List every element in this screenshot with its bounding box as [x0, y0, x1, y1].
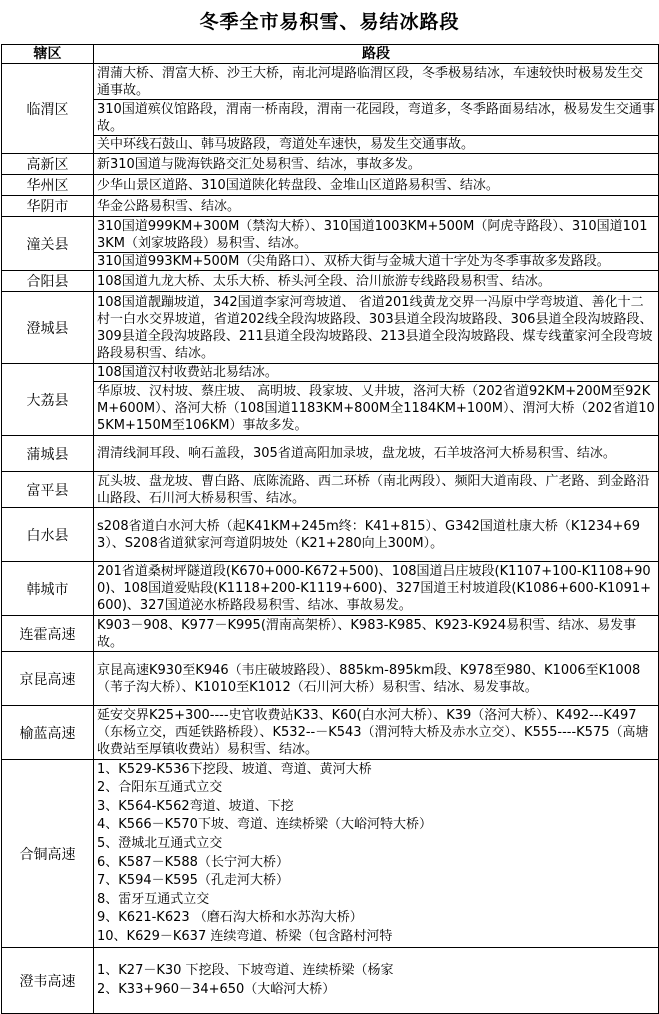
table-row — [2, 64, 659, 100]
district-cell: 华阴市 — [2, 196, 94, 217]
table-row — [2, 271, 659, 292]
table-header-row — [2, 45, 659, 64]
header-district: 辖区 — [2, 45, 94, 64]
road-cell: 渭清线洞耳段、响石盖段，305省道高阳加录坡，盘龙坡，石羊坡洛河大桥易积雪、结冰。 — [94, 436, 659, 472]
district-cell: 合铜高速 — [2, 760, 94, 948]
district-cell: 白水县 — [2, 508, 94, 562]
district-cell: 临渭区 — [2, 64, 94, 154]
table-row — [2, 196, 659, 217]
road-cell: K903－908、K977－K995(渭南高架桥）、K983-K985、K923-K924易积雪、结冰、易发事故。 — [94, 616, 659, 652]
road-cell: 310国道993KM+500M（尖角路口）、双桥大街与金城大道十字处为冬季事故多发路段。 — [94, 253, 659, 271]
table-row — [2, 100, 659, 136]
road-cell: 华原坡、汉村坡、蔡庄坡、 高明坡、段家坡、乂井坡，洛河大桥（202省道92KM+200M至92KM+600M）、洛河大桥（108国道1183KM+800M全1184KM+100M）、渭河大桥（202省道105KM+150M至106KM）事故多发。 — [94, 382, 659, 436]
road-cell: 新310国道与陇海铁路交汇处易积雪、结冰，事故多发。 — [94, 154, 659, 175]
road-cell: 少华山景区道路、310国道陕化转盘段、金堆山区道路易积雪、结冰。 — [94, 175, 659, 196]
district-cell: 华州区 — [2, 175, 94, 196]
table-row — [2, 382, 659, 436]
district-cell: 潼关县 — [2, 217, 94, 271]
district-cell: 韩城市 — [2, 562, 94, 616]
table-row — [2, 948, 659, 1014]
road-cell: 108国道汉村收费站北易结冰。 — [94, 364, 659, 382]
road-cell: 201省道桑树坪隧道段(K670+000-K672+500)、108国道吕庄坡段(K1107+100-K1108+900)、108国道爱贴段(K1118+200-K1119+600)、327国道王村坡道段(K1086+600-K1091+600)、327国道泌水桥路段易积雪、结冰、事故易发。 — [94, 562, 659, 616]
district-cell: 京昆高速 — [2, 652, 94, 706]
table-row — [2, 472, 659, 508]
table-row — [2, 217, 659, 253]
table-row — [2, 652, 659, 706]
district-cell: 富平县 — [2, 472, 94, 508]
header-road: 路段 — [94, 45, 659, 64]
road-cell: 1、K27－K30 下挖段、下坡弯道、连续桥梁（杨家 2、K33+960－34+650（大峪河大桥） — [94, 948, 659, 1014]
table-row — [2, 436, 659, 472]
district-cell: 合阳县 — [2, 271, 94, 292]
district-cell: 榆蓝高速 — [2, 706, 94, 760]
table-row — [2, 364, 659, 382]
table-row — [2, 175, 659, 196]
road-cell: 310国道999KM+300M（禁沟大桥）、310国道1003KM+500M（阿虎寺路段）、310国道1013KM（刘家坡路段）易积雪、结冰。 — [94, 217, 659, 253]
road-cell: 延安交界K25+300----史官收费站K33、K60(白水河大桥）、K39（洛河大桥）、K492---K497（东杨立交，西延铁路桥段）、K532--－K543（渭河特大桥及赤水立交）、K555----K575（高塘收费站至厚镇收费站）易积雪、结冰。 — [94, 706, 659, 760]
road-cell: 京昆高速K930至K946（韦庄破坡路段）、885km-895km段、K978至980、K1006至K1008（苇子沟大桥）、K1010至K1012（石川河大桥）易积雪、结冰、易发事故。 — [94, 652, 659, 706]
district-cell: 高新区 — [2, 154, 94, 175]
district-cell: 大荔县 — [2, 364, 94, 436]
table-row — [2, 508, 659, 562]
road-cell: 108国道九龙大桥、太乐大桥、桥头河全段、洽川旅游专线路段易积雪、结冰。 — [94, 271, 659, 292]
road-cell: s208省道白水河大桥（起K41KM+245m终：K41+815）、G342国道杜康大桥（K1234+693）、S208省道狱家河弯道阴坡处（K21+280向上300M）。 — [94, 508, 659, 562]
road-cell: 310国道殡仪馆路段，渭南一桥南段，渭南一花园段，弯道多，冬季路面易结冰，极易发生交通事故。 — [94, 100, 659, 136]
table-row — [2, 292, 659, 364]
road-cell: 1、K529-K536下挖段、坡道、弯道、黄河大桥 2、合阳东互通式立交 3、K564-K562弯道、坡道、下挖 4、K566－K570下坡、弯道、连续桥梁（大峪河特大桥） 5、澄城北互通式立交 6、K587－K588（长宁河大桥） 7、K594－K595（孔走河大桥） 8、雷牙互通式立交 9、K621-K623 （磨石沟大桥和水苏沟大桥） 10、K629－K637 连续弯道、桥梁（包含路村河特 — [94, 760, 659, 948]
road-cell: 瓦头坡、盘龙坡、曹白路、底陈流路、西二环桥（南北两段）、频阳大道南段、广老路、到金路沿山路段、石川河大桥易积雪、结冰。 — [94, 472, 659, 508]
table-row — [2, 562, 659, 616]
district-cell: 澄城县 — [2, 292, 94, 364]
road-cell: 渭蒲大桥、渭富大桥、沙王大桥，南北河堤路临渭区段，冬季极易结冰，车速较快时极易发生交通事故。 — [94, 64, 659, 100]
road-cell: 关中环线石鼓山、韩马坡路段，弯道处车速快，易发生交通事故。 — [94, 136, 659, 154]
table-row — [2, 760, 659, 948]
district-cell: 蒲城县 — [2, 436, 94, 472]
table-row — [2, 136, 659, 154]
table-row — [2, 616, 659, 652]
district-cell: 澄韦高速 — [2, 948, 94, 1014]
district-cell: 连霍高速 — [2, 616, 94, 652]
road-cell: 108国道靓蹦坡道，342国道李家河弯坡道、 省道201线黄龙交界一冯原中学弯坡道、善化十二村一白水交界坡道，省道202线全段沟坡路段、303县道全段沟坡路段、306县道全段沟坡路段、309县道全段沟坡路段、211县道全段沟坡路段、213县道全段沟坡路段、煤专线董家河全段弯坡路段易积雪、结冰。 — [94, 292, 659, 364]
table-row — [2, 253, 659, 271]
roads-table — [1, 44, 659, 1014]
page-title: 冬季全市易积雪、易结冰路段 — [199, 11, 460, 33]
table-row — [2, 706, 659, 760]
table-row — [2, 154, 659, 175]
road-cell: 华金公路易积雪、结冰。 — [94, 196, 659, 217]
